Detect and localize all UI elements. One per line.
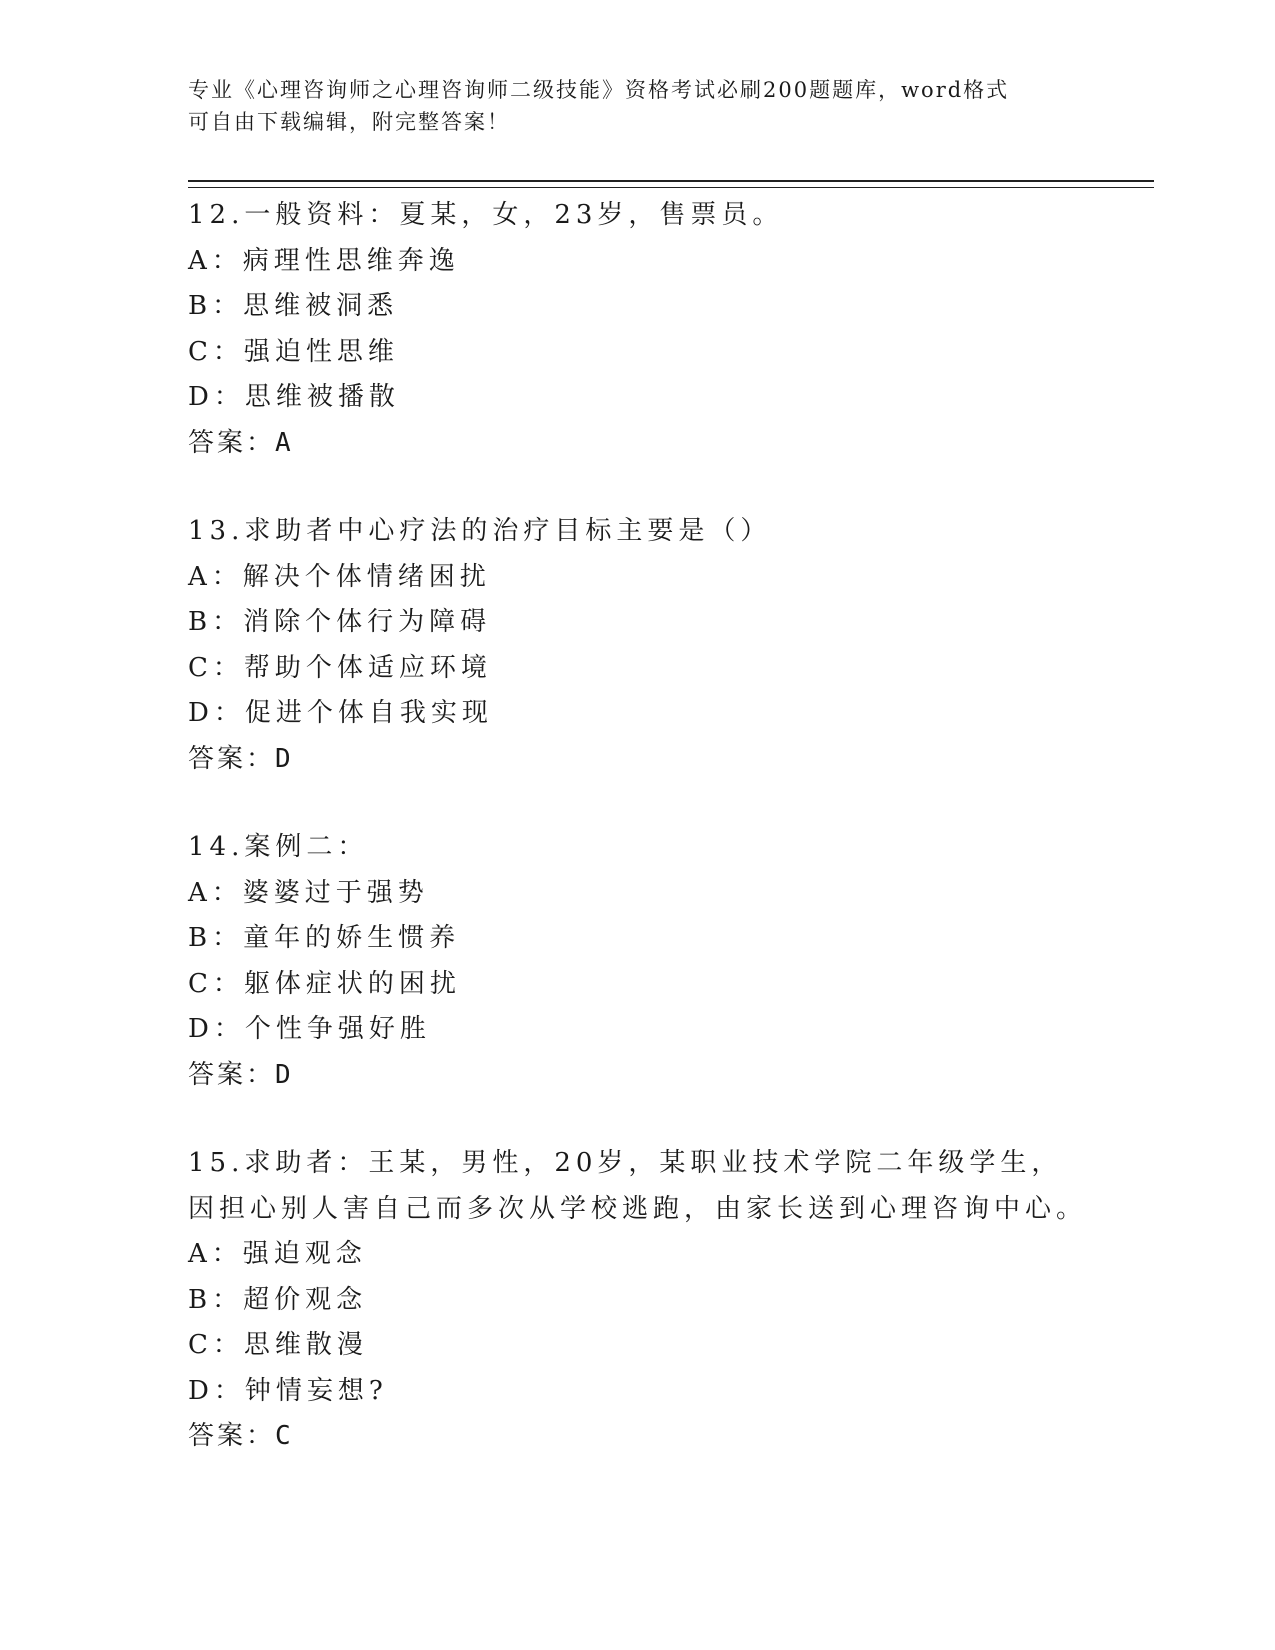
question-15	[188, 1141, 1088, 1460]
question-12	[188, 193, 1088, 466]
answer-line	[188, 421, 1088, 467]
answer-label: 答案：	[188, 1059, 276, 1090]
question-stem: 14.案例二：	[188, 832, 369, 862]
option-c: C：强迫性思维	[188, 336, 399, 367]
answer-value: C	[275, 1421, 294, 1451]
option-c: C：躯体症状的困扰	[188, 968, 461, 999]
header-title-line-1: 专业《心理咨询师之心理咨询师二级技能》资格考试必刷200题题库，word格式	[188, 78, 1010, 102]
answer-line	[188, 1414, 1088, 1460]
option-b: B：超价观念	[188, 1284, 368, 1315]
header-title-line-2: 可自由下载编辑，附完整答案！	[188, 110, 510, 134]
option-b: B：消除个体行为障碍	[188, 607, 492, 637]
option-a: A：病理性思维奔逸	[188, 245, 460, 276]
option-c: C：思维散漫	[188, 1330, 368, 1360]
option-c: C：帮助个体适应环境	[188, 652, 492, 683]
question-13	[188, 509, 1088, 782]
answer-value: D	[275, 743, 294, 774]
option-d: D：促进个体自我实现	[188, 698, 493, 728]
header-divider	[188, 180, 1154, 188]
question-list	[188, 193, 1088, 1503]
option-a: A：婆婆过于强势	[188, 877, 429, 908]
option-a: A：强迫观念	[188, 1239, 367, 1269]
document-header	[188, 74, 1088, 138]
question-stem: 13.求助者中心疗法的治疗目标主要是（）	[188, 516, 772, 546]
answer-value: A	[275, 427, 294, 458]
question-14	[188, 825, 1088, 1098]
answer-line	[188, 737, 1088, 783]
answer-value: D	[275, 1059, 294, 1090]
option-d: D：钟情妄想?	[188, 1375, 388, 1406]
answer-label: 答案：	[188, 743, 276, 774]
option-b: B：思维被洞悉	[188, 291, 399, 321]
option-d: D：思维被播散	[188, 382, 400, 412]
option-d: D：个性争强好胜	[188, 1014, 431, 1044]
question-stem: 15.求助者：王某，男性，20岁，某职业技术学院二年级学生，因担心别人害自己而多次从学校逃跑，由家长送到心理咨询中心。	[188, 1148, 1088, 1224]
option-b: B：童年的娇生惯养	[188, 923, 461, 953]
answer-label: 答案：	[188, 427, 276, 458]
answer-label: 答案：	[188, 1421, 276, 1451]
option-a: A：解决个体情绪困扰	[188, 561, 491, 592]
question-stem: 12.一般资料：夏某，女，23岁，售票员。	[188, 200, 784, 230]
answer-line	[188, 1053, 1088, 1099]
